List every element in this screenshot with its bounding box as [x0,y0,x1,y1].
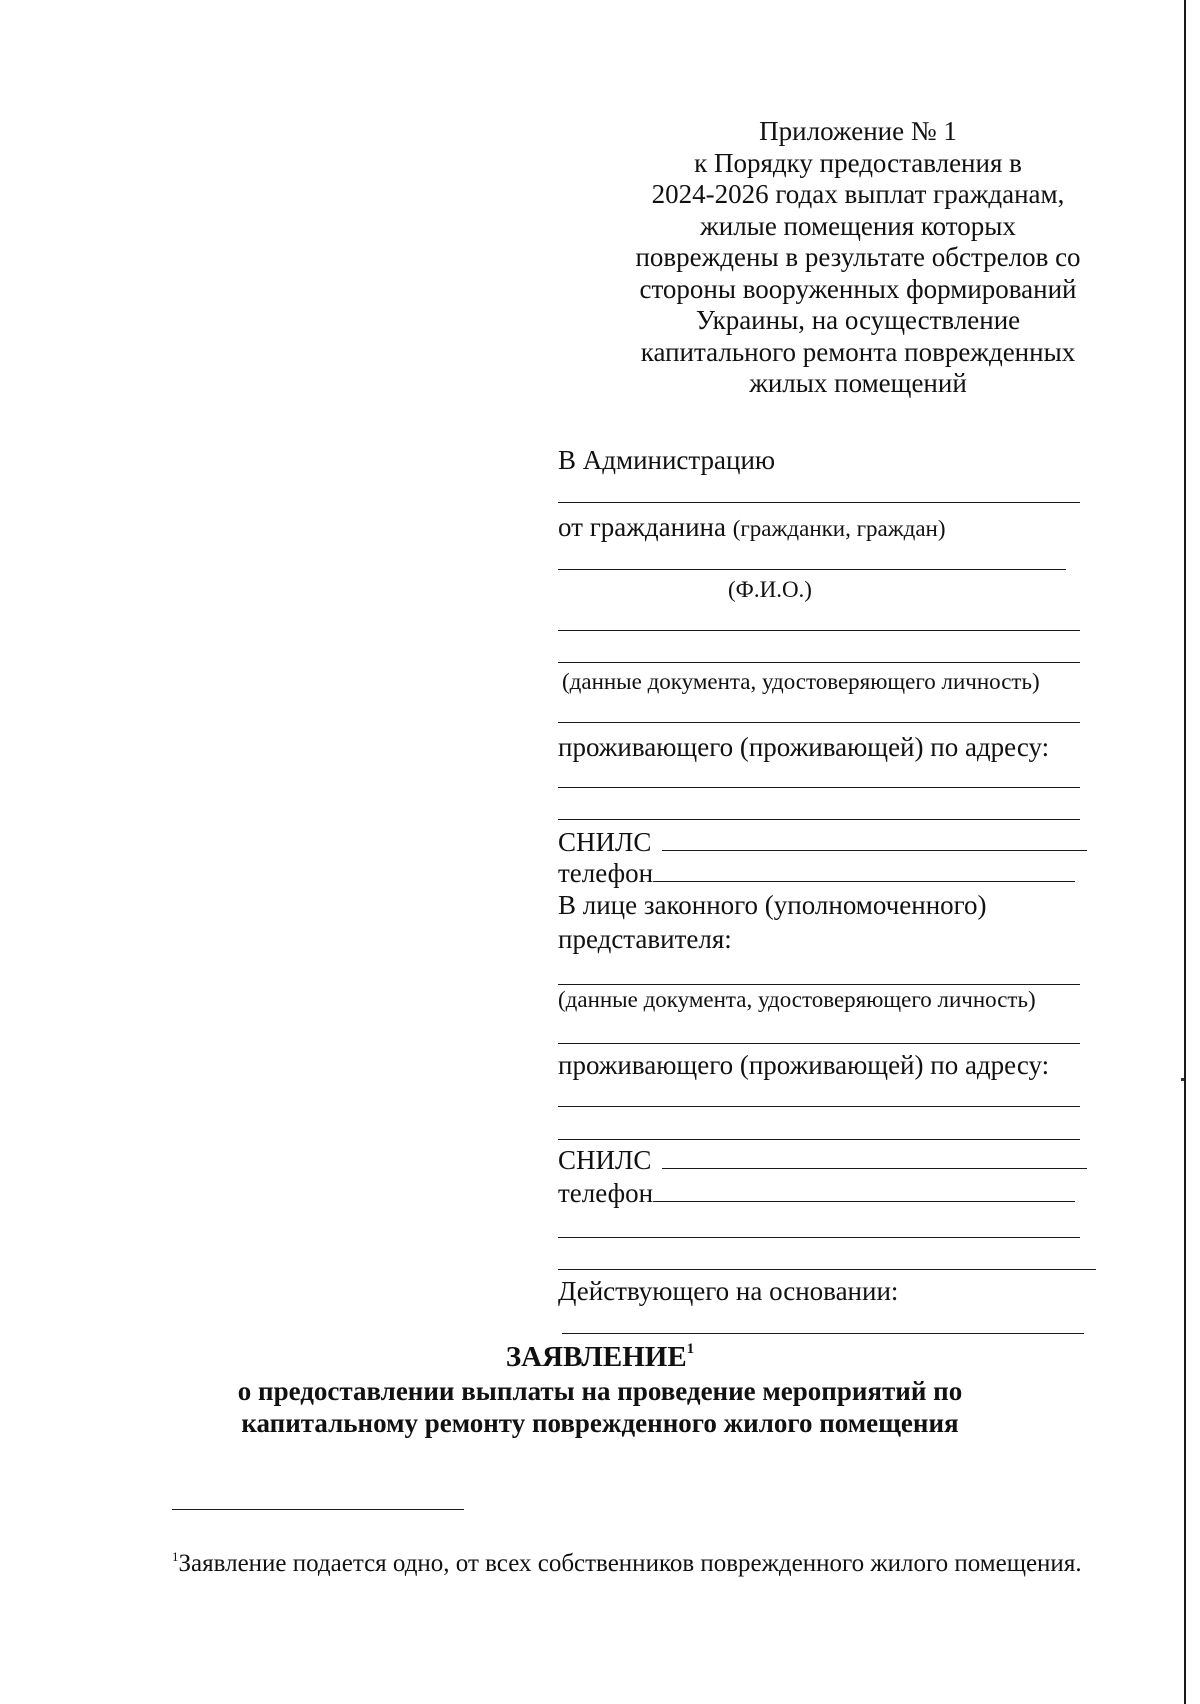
from-citizen-text: от гражданина [558,512,726,542]
page-edge-border [1184,0,1186,1704]
phone-row [558,860,1075,887]
rep-phone-field[interactable] [653,1201,1075,1202]
rep-address-label: проживающего (проживающей) по адресу: [558,1050,1050,1080]
citizen-id-field-3[interactable] [558,722,1080,723]
appendix-line: повреждены в результате обстрелов со [635,242,1081,272]
appendix-line: к Порядку предоставления в [694,147,1022,178]
fio-caption: (Ф.И.О.) [728,577,812,602]
citizen-address-field-1[interactable] [558,787,1080,788]
rep-snils-row [558,1147,1087,1174]
rep-address-field-1[interactable] [558,1106,1080,1107]
extra-field-2[interactable] [558,1269,1096,1270]
to-administration-label: В Администрацию [558,445,776,475]
appendix-line: Приложение № 1 [759,116,957,146]
phone-field[interactable] [653,881,1075,882]
from-citizen-note: (гражданки, граждан) [732,516,946,541]
footnote [172,1540,1092,1580]
snils-label: СНИЛС [558,827,652,857]
representative-id-field[interactable] [558,984,1080,985]
appendix-line: жилых помещений [749,368,967,398]
rep-address-field-2[interactable] [558,1139,1080,1140]
appendix-line: жилые помещения которых [700,210,1016,241]
rep-snils-field[interactable] [662,1168,1087,1169]
statement-title [0,1342,1200,1372]
representative-line-1: В лице законного (уполномоченного) [558,890,987,920]
rep-phone-row [558,1180,1075,1207]
representative-line-2: представителя: [558,924,732,954]
address-label: проживающего (проживающей) по адресу: [558,732,1050,762]
footnote-mark: 1 [172,1549,179,1564]
statement-title-footnote-mark: 1 [686,1341,695,1357]
citizen-address-field-2[interactable] [558,819,1080,820]
statement-subtitle-line-2: капитальному ремонту поврежденного жилого помещения [241,1408,959,1438]
statement-subtitle-line-1: о предоставлении выплаты на проведение мероприятий по [237,1376,963,1406]
scan-speck [1181,1078,1184,1081]
appendix-header [610,116,1106,400]
citizen-fio-field[interactable] [558,569,1066,570]
acting-basis-field[interactable] [562,1333,1084,1334]
appendix-line: Украины, на осуществление [695,305,1021,335]
representative-id-field-2[interactable] [558,1043,1080,1044]
appendix-line: капитального ремонта поврежденных [640,336,1076,367]
rep-id-doc-caption: (данные документа, удостоверяющего личность) [558,987,1036,1012]
statement-title-text: ЗАЯВЛЕНИЕ [505,1341,687,1373]
id-doc-caption: (данные документа, удостоверяющего личность) [562,669,1040,694]
extra-field-1[interactable] [558,1237,1080,1238]
footnote-separator [172,1509,464,1510]
citizen-id-field-1[interactable] [558,630,1080,631]
footnote-text: Заявление подается одно, от всех собственников поврежденного жилого помещения. [178,1550,1082,1577]
acting-basis-label: Действующего на основании: [558,1276,899,1306]
citizen-id-field-2[interactable] [558,662,1080,663]
from-citizen-label [558,514,946,541]
administration-name-field[interactable] [558,502,1080,503]
snils-row [558,829,1087,856]
appendix-line: стороны вооруженных формирований [639,273,1077,304]
phone-label: телефон [558,858,654,888]
appendix-line: 2024-2026 годах выплат гражданам, [651,179,1065,209]
rep-phone-label: телефон [558,1178,654,1208]
rep-snils-label: СНИЛС [558,1145,652,1175]
snils-field[interactable] [662,850,1087,851]
